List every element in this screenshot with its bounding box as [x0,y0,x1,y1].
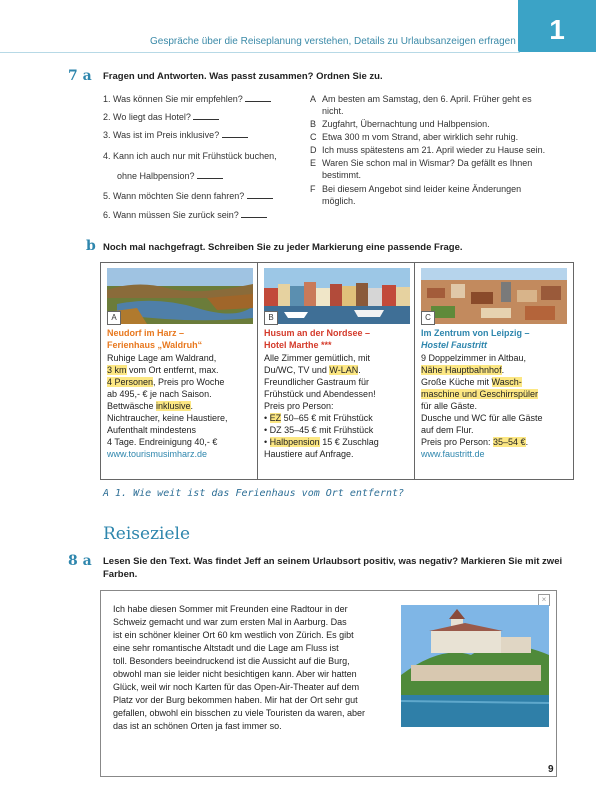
header-divider [0,52,520,53]
answer-D: D Ich muss spätestens am 21. April wieder zu Hause sein. [310,145,546,155]
card-letter-c: C [421,311,435,325]
answer-blank[interactable] [222,129,248,138]
card-a-body: Ruhige Lage am Waldrand, 3 km vom Ort entfernt, max. 4 Personen, Preis pro Woche ab 495,- € je nach Saison. Bettwäsche inklusive. Nichtraucher, keine Haustiere, Aufenthalt mindestens 4 Tage. Endreinigung 40,- € www.tourismusimharz.de [107,352,257,460]
answer-C: C Etwa 300 m vom Strand, aber wirklich sehr ruhig. [310,132,519,142]
ad-card-a [100,262,260,480]
card-letter-b: B [264,311,278,325]
ad-card-b [257,262,417,480]
exercise-8a-instruction-2: Farben. [103,569,138,580]
card-c-link[interactable]: www.faustritt.de [421,449,485,459]
card-letter-a: A [107,311,121,325]
question-3: 3. Was ist im Preis inklusive? [103,129,248,142]
exercise-8a-label: 8 a [68,553,92,569]
answer-blank[interactable] [193,111,219,120]
answer-A: A Am besten am Samstag, den 6. April. Früher geht es [310,94,532,104]
question-2: 2. Wo liegt das Hotel? [103,111,219,124]
answer-A-cont: nicht. [322,106,344,116]
reading-text: Ich habe diesen Sommer mit Freunden eine Radtour in der Schweiz gemacht und war zum ersten Mal in Aarburg. Das ist ein schöner kleiner Ort 60 km westlich von Zürich. Es gibt eine sehr romantische Altstadt und die Lage am Fluss ist toll. Besonders beeindruckend ist die Aussicht auf die Burg, obwohl man sie leider nicht besichtigen kann. Aber wir hatten Glück, weil wir noch Karten für das Open-Air-Theater auf dem Platz vor der Burg bekommen haben. Mir hat der Ort sehr gut gefallen, obwohl ein bisschen zu viele Touristen da waren, aber das ist an schönen Orten ja fast immer so. [113,604,365,731]
answer-B: B Zugfahrt, Übernachtung und Halbpension. [310,119,490,129]
question-6: 6. Wann müssen Sie zurück sein? [103,209,267,222]
question-4: 4. Kann ich auch nur mit Frühstück buchen, [103,151,277,161]
answer-E-cont: bestimmt. [322,170,362,180]
exercise-b-label: b [86,238,96,254]
card-a-link[interactable]: www.tourismusimharz.de [107,449,208,459]
card-a-title: Neudorf im Harz – Ferienhaus „Waldruh“ [107,328,203,350]
ad-card-c [414,262,574,480]
chapter-number: 1 [549,14,565,45]
answer-blank[interactable] [197,170,223,179]
header-title: Gespräche über die Reiseplanung verstehen, Details zu Urlaubsanzeigen erfragen [150,36,516,47]
card-c-body: 9 Doppelzimmer in Altbau, Nähe Hauptbahnhof. Große Küche mit Wasch- maschine und Geschirrspüler für alle Gäste. Dusche und WC für alle Gäste auf dem Flur. Preis pro Person: 35–54 €. www.faustritt.de [421,352,571,460]
card-b-title: Husum an der Nordsee – Hotel Marthe *** [264,328,371,350]
exercise-7a-instruction: Fragen und Antworten. Was passt zusammen? Ordnen Sie zu. [103,71,383,82]
harbor-town-photo [264,268,410,324]
page-number: 9 [548,764,554,775]
question-4-cont: ohne Halbpension? [117,170,223,183]
city-skyline-photo [421,268,567,324]
question-1: 1. Was können Sie mir empfehlen? [103,93,271,106]
reading-text-box [100,590,557,777]
close-icon[interactable]: × [538,594,550,606]
answer-blank[interactable] [247,190,273,199]
aarburg-castle-photo [401,605,549,727]
card-c-title: Im Zentrum von Leipzig – Hostel Faustritt [421,328,530,350]
answer-E: E Waren Sie schon mal in Wismar? Da gefällt es Ihnen [310,158,533,168]
answer-blank[interactable] [241,209,267,218]
exercise-7a-label: 7 a [68,68,92,84]
answer-F-cont: möglich. [322,196,356,206]
example-answer: A 1. Wie weit ist das Ferienhaus vom Ort entfernt? [103,488,405,499]
answer-F: F Bei diesem Angebot sind leider keine Änderungen [310,184,522,194]
section-title: Reiseziele [103,524,191,544]
question-5: 5. Wann möchten Sie denn fahren? [103,190,273,203]
exercise-8a-instruction-1: Lesen Sie den Text. Was findet Jeff an seinem Urlaubsort positiv, was negativ? Markieren Sie mit zwei [103,556,563,567]
forest-lake-photo [107,268,253,324]
card-b-body: Alle Zimmer gemütlich, mit Du/WC, TV und W-LAN. Freundlicher Gastraum für Frühstück und Abendessen! Preis pro Person: • EZ 50–65 € mit Frühstück • DZ 35–45 € mit Frühstück • Halbpension 15 € Zuschlag Haustiere auf Anfrage. [264,353,379,459]
exercise-b-instruction: Noch mal nachgefragt. Schreiben Sie zu jeder Markierung eine passende Frage. [103,242,463,253]
answer-blank[interactable] [245,93,271,102]
